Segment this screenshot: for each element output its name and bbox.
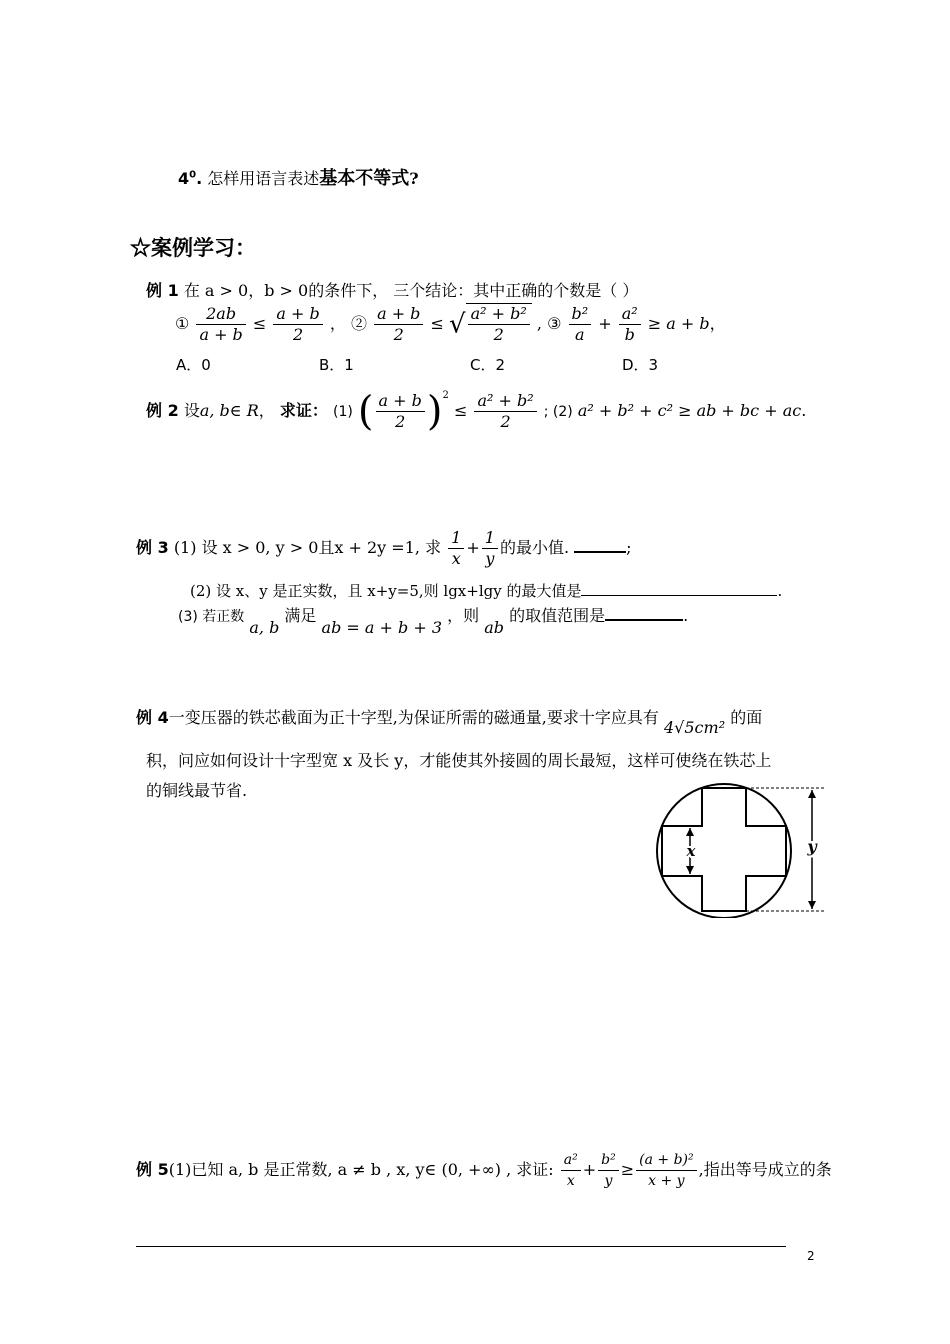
ex1-option-d: D．3 [622, 356, 659, 374]
ex2-comma: ， [258, 401, 275, 420]
ex1-c3: ③ [547, 314, 562, 333]
ex4-line1b: 的面 [730, 708, 763, 727]
ex3-q3c: ，则 [447, 606, 480, 625]
q4-text: 怎样用语言表述 [207, 169, 320, 188]
q4-qmark: ? [409, 169, 419, 188]
q4-number: 4 [178, 169, 190, 188]
ex2-label: 例 2 [146, 401, 179, 420]
ex4-line2: 积，问应如何设计十字型宽 x 及长 y，才能使其外接圆的周长最短，这样可使绕在铁芯上 [146, 751, 772, 770]
section-title-text: 案例学习： [151, 235, 256, 260]
fig-y-label: y [807, 837, 817, 856]
ex1-c2: ② [350, 314, 367, 333]
ex1-option-b: B．1 [319, 356, 354, 374]
ex3-q3b: 满足 [284, 606, 317, 625]
ex3-q3eq: ab = a + b + 3 [321, 618, 443, 637]
example-5: 例 5(1)已知 a, b 是正常数, a ≠ b , x, y∈ (0, +∞) , 求证: $\frac{\text{a²}}{x}$ + $\frac{\text{b²}}{y}$ ≥ $\frac{\text{(a + b)²}}{x + y}$ ,指出等号成立的条 [136, 1152, 832, 1189]
ex2-vars: a, b∈ R [199, 401, 259, 420]
ex3-q3vars: a, b [249, 618, 280, 637]
example-1-stem [146, 278, 638, 301]
ex5-tail: ,指出等号成立的条 [698, 1160, 832, 1179]
ex3-q3ab: ab [484, 618, 504, 637]
cross-shape [662, 788, 786, 911]
footer-rule [136, 1246, 786, 1247]
ex2-prove: 求证： [279, 401, 328, 420]
example-3-q3 [178, 603, 689, 637]
ex5-label: 例 5 [136, 1160, 169, 1179]
example-3-q1: 例 3 (1) 设 x > 0, y > 0且x + 2y =1, 求 $\frac{1}{x}$ + $\frac{1}{y}$ 的最小值. ; [136, 528, 632, 568]
ex4-line3: 的铜线最节省. [146, 781, 248, 800]
ex1-label: 例 1 [146, 281, 179, 300]
ex3-label: 例 3 [136, 538, 169, 557]
ex3-q3end: . [683, 606, 689, 625]
example-2: 例 2 设a, b∈ R， 求证： (1) ( $\frac{a + b}{2}$ )$^2$ ≤ $\frac{\text{a² + b²}}{2}$ ; (2) a² + b² + c² ≥ ab + bc + ac. [146, 388, 807, 435]
q4-bold: 基本不等式 [319, 168, 410, 189]
example-4-line1 [136, 705, 763, 737]
ex4-area: 4√5cm² [664, 718, 726, 737]
circumcircle [657, 784, 791, 918]
ex4-label: 例 4 [136, 708, 169, 727]
ex1-option-c: C．2 [470, 356, 506, 374]
cross-in-circle-figure [650, 782, 830, 918]
ex3-q2end: . [777, 582, 783, 600]
ex1-option-a: A．0 [176, 356, 211, 374]
question-4 [178, 164, 419, 190]
ex2-p1: (1) [332, 404, 353, 420]
ex1-c1: ① [175, 314, 190, 333]
q4-dot: . [196, 169, 203, 188]
star-icon: ☆ [130, 235, 151, 260]
ex2-set: 设 [183, 401, 200, 420]
page-number: 2 [807, 1249, 815, 1263]
section-title [130, 232, 256, 262]
ex1-stem: 在 a > 0，b > 0的条件下， 三个结论：其中正确的个数是（ ） [183, 281, 639, 300]
q4-sup: 0 [189, 169, 197, 181]
ex3-q1a: (1) 设 x > 0, y > 0且x + 2y =1, 求 [173, 538, 442, 557]
ex4-line1: 一变压器的铁芯截面为正十字型,为保证所需的磁通量,要求十字应具有 [168, 708, 659, 727]
ex3-q1b: 的最小值. [499, 538, 570, 557]
ex5-text: (1)已知 a, b 是正常数, a ≠ b , x, y∈ (0, +∞) , 求证: [168, 1160, 554, 1179]
example-3-q2 [190, 580, 782, 601]
ex2-p2: ; (2) [543, 404, 573, 420]
ex3-q2: (2) 设 x、y 是正实数，且 x+y=5,则 lgx+lgy 的最大值是 [190, 582, 582, 600]
ex3-q1end: ; [626, 538, 632, 557]
ex3-q3a: (3) 若正数 [178, 609, 245, 625]
example-1-conclusions: ① $\frac{2ab}{a + b}$ ≤ $\frac{a + b}{2}$ ， ② $\frac{a + b}{2}$ ≤ √ $\frac{\text{a² + b²}}{2}$ , ③ $\frac{\text{b²}}{a}$ + $\frac{\text{a²}}{b}$ ≥ a + b， [175, 304, 726, 344]
ex2-end: . [801, 401, 807, 420]
ex2-ineq2: a² + b² + c² ≥ ab + bc + ac [577, 401, 802, 420]
fig-x-label: x [686, 842, 696, 860]
ex3-q3d: 的取值范围是 [509, 606, 606, 625]
